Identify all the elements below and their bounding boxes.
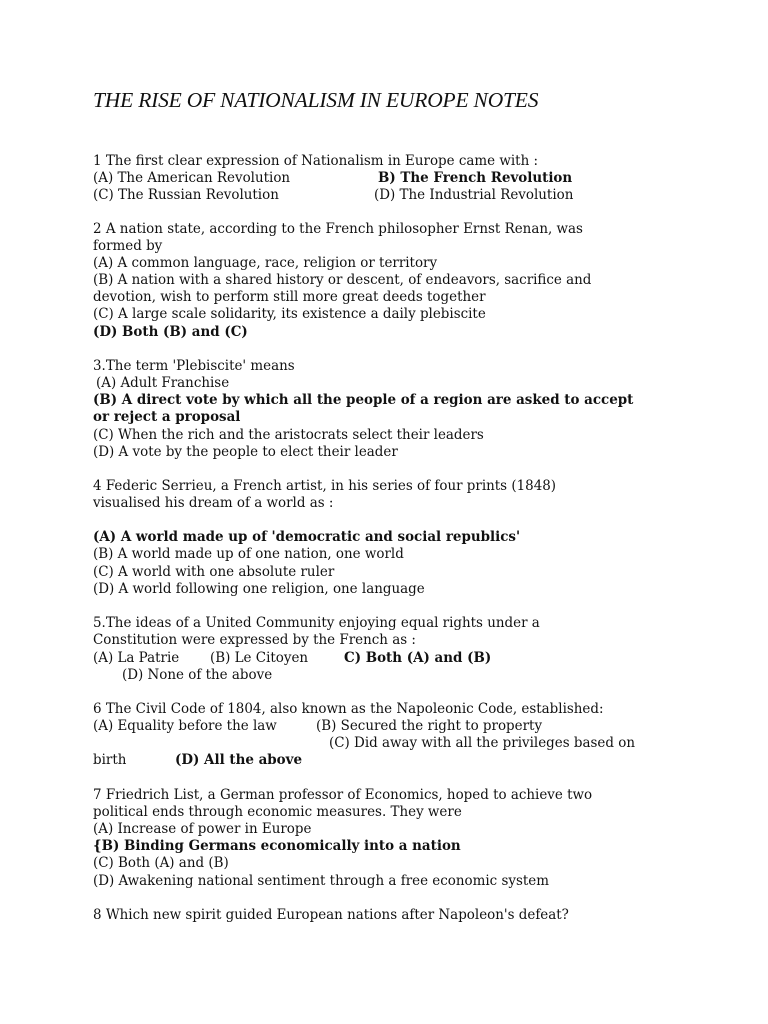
q4-question-line2: visualised his dream of a world as : — [93, 495, 334, 511]
q6-option-c-line2: birth — [93, 752, 127, 768]
q7-option-d: (D) Awakening national sentiment through a free economic system — [93, 873, 549, 889]
q6-option-a: (A) Equality before the law — [93, 718, 277, 734]
q8-question: 8 Which new spirit guided European nations after Napoleon's defeat? — [93, 907, 569, 923]
q4-option-b: (B) A world made up of one nation, one world — [93, 546, 404, 562]
q4-option-d: (D) A world following one religion, one language — [93, 581, 425, 597]
q2-option-a: (A) A common language, race, religion or territory — [93, 255, 438, 271]
q5-option-d: (D) None of the above — [122, 667, 273, 683]
q3-option-b-answer-line1: (B) A direct vote by which all the people of a region are asked to accept — [93, 392, 634, 408]
q2-option-b-line1: (B) A nation with a shared history or descent, of endeavors, sacrifice and — [93, 272, 592, 288]
q5-option-b: (B) Le Citoyen — [210, 650, 309, 666]
q4-question-line1: 4 Federic Serrieu, a French artist, in his series of four prints (1848) — [93, 478, 557, 494]
q6-option-c-line1: (C) Did away with all the privileges based on — [329, 735, 635, 751]
q7-option-a: (A) Increase of power in Europe — [93, 821, 312, 837]
page-title: THE RISE OF NATIONALISM IN EUROPE NOTES — [93, 88, 539, 112]
q6-option-b: (B) Secured the right to property — [316, 718, 543, 734]
q2-option-d-answer: (D) Both (B) and (C) — [93, 324, 248, 340]
q5-question-line1: 5.The ideas of a United Community enjoying equal rights under a — [93, 615, 540, 631]
q5-option-c-answer: C) Both (A) and (B) — [344, 650, 492, 666]
q4-option-a-answer: (A) A world made up of 'democratic and social republics' — [93, 529, 521, 545]
q3-option-c: (C) When the rich and the aristocrats select their leaders — [93, 427, 484, 443]
q1-option-d: (D) The Industrial Revolution — [374, 187, 574, 203]
q6-option-d-answer: (D) All the above — [175, 752, 303, 768]
q2-question-line1: 2 A nation state, according to the French philosopher Ernst Renan, was — [93, 221, 583, 237]
q3-option-b-answer-line2: or reject a proposal — [93, 409, 241, 425]
q1-option-a: (A) The American Revolution — [93, 170, 291, 186]
q7-option-b-answer: {B) Binding Germans economically into a nation — [93, 838, 461, 854]
q5-question-line2: Constitution were expressed by the French as : — [93, 632, 416, 648]
q4-option-c: (C) A world with one absolute ruler — [93, 564, 335, 580]
q3-option-a: (A) Adult Franchise — [96, 375, 230, 391]
q1-option-b-answer: B) The French Revolution — [378, 170, 573, 186]
q5-option-a: (A) La Patrie — [93, 650, 180, 666]
q1-option-c: (C) The Russian Revolution — [93, 187, 279, 203]
q6-question: 6 The Civil Code of 1804, also known as the Napoleonic Code, established: — [93, 701, 604, 717]
q2-question-line2: formed by — [93, 238, 163, 254]
q3-option-d: (D) A vote by the people to elect their leader — [93, 444, 398, 460]
q3-question: 3.The term 'Plebiscite' means — [93, 358, 295, 374]
q7-question-line2: political ends through economic measures. They were — [93, 804, 462, 820]
q7-question-line1: 7 Friedrich List, a German professor of Economics, hoped to achieve two — [93, 787, 593, 803]
q2-option-c: (C) A large scale solidarity, its existence a daily plebiscite — [93, 306, 486, 322]
q7-option-c: (C) Both (A) and (B) — [93, 855, 229, 871]
q1-question: 1 The first clear expression of Nationalism in Europe came with : — [93, 153, 539, 169]
q2-option-b-line2: devotion, wish to perform still more great deeds together — [93, 289, 486, 305]
